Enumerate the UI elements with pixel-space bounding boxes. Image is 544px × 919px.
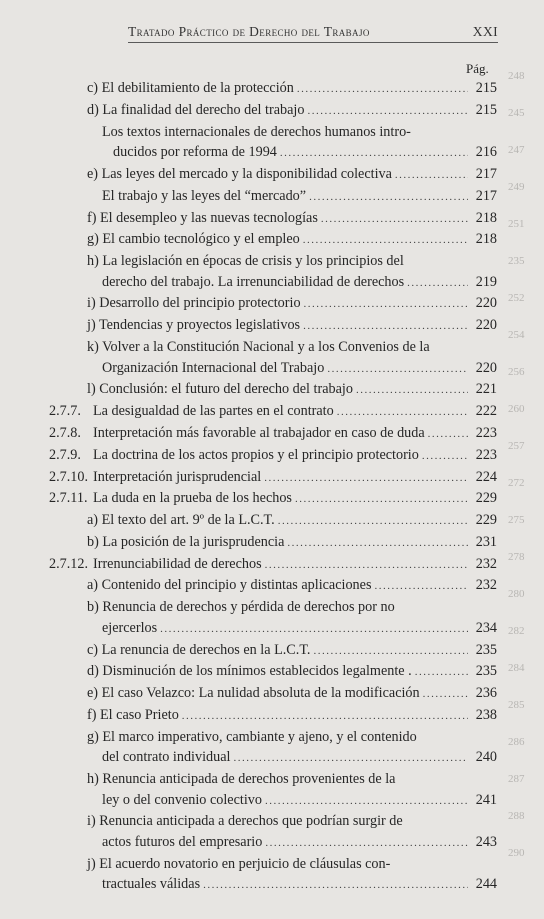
dot-leader xyxy=(265,791,468,812)
dot-leader xyxy=(309,187,468,208)
entry-line xyxy=(87,337,472,358)
toc-entry xyxy=(0,229,544,250)
page-number: 224 xyxy=(475,468,497,485)
header-rule xyxy=(128,42,498,43)
page-number: 232 xyxy=(475,577,497,594)
entry-line xyxy=(93,401,472,423)
entry-line xyxy=(87,811,472,832)
show-through-number: 285 xyxy=(508,699,525,711)
page-number: 215 xyxy=(475,80,497,96)
entry-title: b) La posición de la jurisprudencia xyxy=(87,533,285,550)
page-number: 238 xyxy=(475,706,497,723)
toc-entry xyxy=(0,532,544,553)
entry-line xyxy=(87,315,472,337)
entry-title: d) Disminución de los mínimos establecidos legalmente . xyxy=(87,663,412,680)
entry-line xyxy=(102,122,472,143)
entry-title: d) La finalidad del derecho del trabajo xyxy=(87,101,305,118)
entry-line xyxy=(87,379,472,401)
entry-title: Interpretación más favorable al trabajador en caso de duda xyxy=(93,424,425,441)
toc-entry xyxy=(0,661,544,682)
page-number-roman: XXI xyxy=(472,24,498,39)
toc-entry xyxy=(0,208,544,229)
page-number: 235 xyxy=(475,641,497,658)
show-through-number: 251 xyxy=(508,218,525,230)
toc-entry xyxy=(0,337,544,378)
toc-entry xyxy=(0,423,544,444)
dot-leader xyxy=(374,576,468,597)
entry-line xyxy=(102,618,472,640)
dot-leader xyxy=(407,273,468,294)
dot-leader xyxy=(295,489,468,510)
entry-line xyxy=(102,874,472,896)
entry-line xyxy=(87,705,472,727)
show-through-number: 282 xyxy=(508,625,525,637)
dot-leader xyxy=(233,748,468,769)
entry-line xyxy=(87,661,472,683)
show-through-number: 235 xyxy=(508,255,525,267)
entry-line xyxy=(102,832,472,854)
dot-leader xyxy=(307,101,468,122)
entry-title: f) El desempleo y las nuevas tecnologías xyxy=(87,209,318,226)
toc-entry xyxy=(0,467,544,488)
toc-entry xyxy=(0,597,544,638)
entry-line xyxy=(87,727,472,748)
toc-entry xyxy=(0,315,544,336)
entry-title: b) Renuncia de derechos y pérdida de derechos por no xyxy=(87,599,395,616)
section-number: 2.7.9. xyxy=(49,446,81,463)
entry-title: Organización Internacional del Trabajo xyxy=(102,359,325,376)
dot-leader xyxy=(287,533,468,554)
page-number: 241 xyxy=(475,791,497,808)
entry-line xyxy=(87,100,472,122)
page-number: 218 xyxy=(475,209,497,226)
entry-line xyxy=(87,251,472,272)
entry-title: Los textos internacionales de derechos humanos intro- xyxy=(102,123,411,140)
show-through-number: 288 xyxy=(508,810,525,822)
show-through-number: 260 xyxy=(508,403,525,415)
entry-line xyxy=(87,229,472,251)
toc-entry xyxy=(0,401,544,422)
page-number: 244 xyxy=(475,876,497,893)
toc-entry xyxy=(0,78,544,99)
entry-title: h) Renuncia anticipada de derechos provenientes de la xyxy=(87,771,396,788)
entry-line xyxy=(87,769,472,790)
toc-entry xyxy=(0,164,544,185)
entry-title: El trabajo y las leyes del “mercado” xyxy=(102,187,307,204)
entry-title: l) Conclusión: el futuro del derecho del trabajo xyxy=(87,381,353,398)
section-number: 2.7.11. xyxy=(49,490,88,507)
entry-title: actos futuros del empresario xyxy=(102,834,263,851)
entry-line xyxy=(87,575,472,597)
dot-leader xyxy=(321,209,468,230)
entry-line xyxy=(102,358,472,380)
page-number: 221 xyxy=(475,381,497,398)
show-through-number: 272 xyxy=(508,477,525,489)
show-through-number: 254 xyxy=(508,329,525,341)
dot-leader xyxy=(160,619,468,640)
page-column-label: Pág. xyxy=(466,61,489,76)
entry-title: k) Volver a la Constitución Nacional y a los Convenios de la xyxy=(87,339,430,355)
entry-line xyxy=(87,854,472,875)
dot-leader xyxy=(297,79,468,100)
dot-leader xyxy=(203,875,468,896)
entry-title: g) El marco imperativo, cambiante y ajeno, y el contenido xyxy=(87,728,417,745)
show-through-number: 286 xyxy=(508,736,525,748)
page-number: 220 xyxy=(475,317,497,334)
entry-line xyxy=(113,142,472,164)
toc-entry xyxy=(0,640,544,661)
entry-title: e) Las leyes del mercado y la disponibilidad colectiva xyxy=(87,165,392,182)
entry-title: ley o del convenio colectivo xyxy=(102,791,262,808)
dot-leader xyxy=(264,468,468,489)
entry-line xyxy=(102,747,472,769)
show-through-number: 275 xyxy=(508,514,525,526)
page-number: 240 xyxy=(475,749,497,766)
entry-line xyxy=(87,293,472,315)
toc-entry xyxy=(0,705,544,726)
entry-title: ejercerlos xyxy=(102,619,158,636)
page-number: 217 xyxy=(475,165,497,182)
dot-leader xyxy=(356,380,468,401)
entry-line xyxy=(87,532,472,554)
entry-line xyxy=(87,208,472,230)
entry-line xyxy=(87,640,472,662)
entry-title: ducidos por reforma de 1994 xyxy=(113,144,277,161)
section-number: 2.7.12. xyxy=(49,555,89,572)
page-number: 223 xyxy=(475,446,497,463)
running-header xyxy=(128,24,498,40)
toc-entry xyxy=(0,251,544,292)
page-number: 222 xyxy=(475,403,497,420)
table-of-contents xyxy=(0,78,544,896)
dot-leader xyxy=(304,294,468,315)
entry-title: Interpretación jurisprudencial xyxy=(93,468,262,485)
toc-entry xyxy=(0,769,544,810)
show-through-number: 290 xyxy=(508,847,525,859)
entry-title: h) La legislación en épocas de crisis y los principios del xyxy=(87,253,404,270)
dot-leader xyxy=(280,143,468,164)
entry-line xyxy=(87,683,472,705)
page-number: 219 xyxy=(475,273,497,290)
entry-line xyxy=(93,467,472,489)
entry-title: La duda en la prueba de los hechos xyxy=(93,490,292,507)
toc-entry xyxy=(0,379,544,400)
entry-line xyxy=(93,423,472,445)
show-through-number: 248 xyxy=(508,70,525,82)
dot-leader xyxy=(423,684,468,705)
dot-leader xyxy=(278,511,468,532)
entry-title: c) El debilitamiento de la protección xyxy=(87,80,294,96)
entry-title: i) Desarrollo del principio protectorio xyxy=(87,295,301,312)
page-number: 218 xyxy=(475,231,497,248)
show-through-number: 284 xyxy=(508,662,525,674)
entry-line xyxy=(87,164,472,186)
toc-entry xyxy=(0,510,544,531)
page-number: 229 xyxy=(475,490,497,507)
entry-title: j) Tendencias y proyectos legislativos xyxy=(87,317,301,334)
entry-title: a) El texto del art. 9º de la L.C.T. xyxy=(87,512,275,529)
page-number: 232 xyxy=(475,555,497,572)
entry-title: a) Contenido del principio y distintas aplicaciones xyxy=(87,577,372,594)
show-through-number: 257 xyxy=(508,440,525,452)
toc-entry xyxy=(0,554,544,575)
page-number: 236 xyxy=(475,685,497,702)
toc-entry xyxy=(0,683,544,704)
page-number: 223 xyxy=(475,424,497,441)
show-through-number: 245 xyxy=(508,107,525,119)
show-through-number: 252 xyxy=(508,292,525,304)
entry-title: derecho del trabajo. La irrenunciabilidad de derechos xyxy=(102,273,405,290)
entry-title: del contrato individual xyxy=(102,749,231,766)
entry-title: j) El acuerdo novatorio en perjuicio de cláusulas con- xyxy=(87,855,391,872)
entry-title: f) El caso Prieto xyxy=(87,706,179,723)
entry-title: Irrenunciabilidad de derechos xyxy=(93,555,262,572)
section-number: 2.7.8. xyxy=(49,424,81,441)
entry-line xyxy=(102,790,472,812)
page-number: 235 xyxy=(475,663,497,680)
show-through-number: 256 xyxy=(508,366,525,378)
entry-title: g) El cambio tecnológico y el empleo xyxy=(87,231,300,248)
dot-leader xyxy=(337,402,468,423)
show-through-number: 247 xyxy=(508,144,525,156)
show-through-number: 249 xyxy=(508,181,525,193)
dot-leader xyxy=(303,230,468,251)
dot-leader xyxy=(265,555,468,576)
dot-leader xyxy=(327,359,468,380)
dot-leader xyxy=(265,833,468,854)
toc-entry xyxy=(0,186,544,207)
section-number: 2.7.10. xyxy=(49,468,89,485)
toc-entry xyxy=(0,811,544,852)
entry-title: La desigualdad de las partes en el contrato xyxy=(93,403,334,420)
entry-line xyxy=(93,554,472,576)
show-through-number: 287 xyxy=(508,773,525,785)
dot-leader xyxy=(395,165,468,186)
page-number: 229 xyxy=(475,512,497,529)
entry-title: La doctrina de los actos propios y el principio protectorio xyxy=(93,446,419,463)
dot-leader xyxy=(313,641,468,662)
entry-title: e) El caso Velazco: La nulidad absoluta de la modificación xyxy=(87,685,420,702)
entry-line xyxy=(102,186,472,208)
page-number: 220 xyxy=(475,359,497,376)
toc-entry xyxy=(0,122,544,163)
entry-line xyxy=(93,445,472,467)
page-number: 231 xyxy=(475,533,497,550)
page-number: 243 xyxy=(475,834,497,851)
dot-leader xyxy=(415,662,468,683)
entry-line xyxy=(93,488,472,510)
toc-entry xyxy=(0,293,544,314)
dot-leader xyxy=(428,424,468,445)
entry-line xyxy=(102,272,472,294)
toc-entry xyxy=(0,854,544,895)
entry-title: tractuales válidas xyxy=(102,876,201,893)
running-title: Tratado Práctico de Derecho del Trabajo xyxy=(128,24,370,39)
page-number: 216 xyxy=(475,144,497,161)
toc-entry xyxy=(0,488,544,509)
toc-entry xyxy=(0,100,544,121)
dot-leader xyxy=(182,706,468,727)
show-through-number: 278 xyxy=(508,551,525,563)
section-number: 2.7.7. xyxy=(49,403,81,420)
dot-leader xyxy=(303,316,468,337)
page-number: 217 xyxy=(475,187,497,204)
show-through-number: 280 xyxy=(508,588,525,600)
entry-line xyxy=(87,78,472,100)
entry-title: i) Renuncia anticipada a derechos que podrían surgir de xyxy=(87,813,403,830)
toc-entry xyxy=(0,727,544,768)
page-number: 215 xyxy=(475,101,497,118)
page-number: 220 xyxy=(475,295,497,312)
entry-line xyxy=(87,597,472,618)
entry-line xyxy=(87,510,472,532)
entry-title: c) La renuncia de derechos en la L.C.T. xyxy=(87,641,311,658)
dot-leader xyxy=(422,446,468,467)
toc-entry xyxy=(0,575,544,596)
toc-entry xyxy=(0,445,544,466)
page-number: 234 xyxy=(475,619,497,636)
